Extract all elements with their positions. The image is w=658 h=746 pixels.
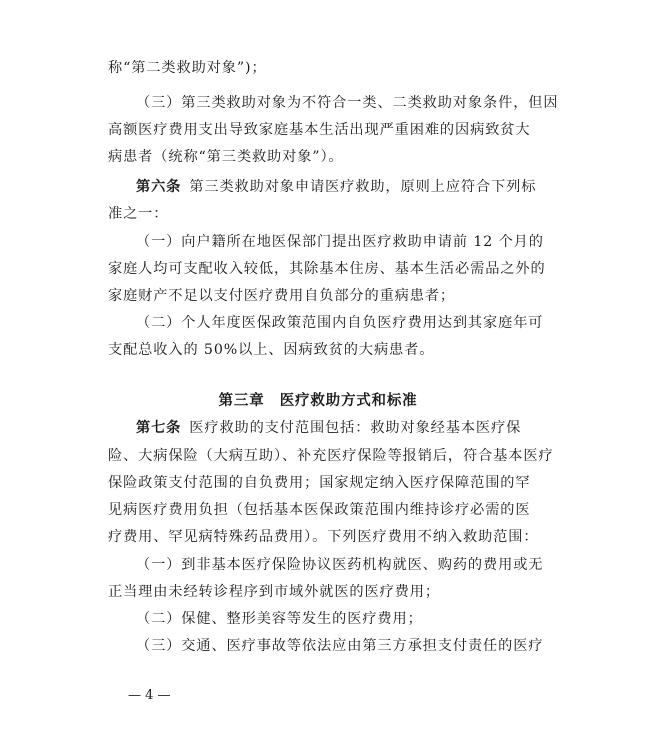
article-6-text: 第三类救助对象申请医疗救助，原则上应符合下列标 — [189, 179, 537, 195]
text-line: 险、大病保险（大病互助）、补充医疗保险等报销后，符合基本医疗 — [108, 448, 554, 464]
text-line: （一）到非基本医疗保险协议医药机构就医、购药的费用或无 — [136, 557, 544, 573]
text-line: 疗费用、罕见病特殊药品费用）。下列医疗费用不纳入救助范围： — [108, 529, 539, 545]
article-7-line — [136, 418, 556, 438]
text-line: 高额医疗费用支出导致家庭基本生活出现严重困难的因病致贫大 — [108, 122, 531, 138]
text-line: 支配总收入的 50%以上、因病致贫的大病患者。 — [108, 342, 435, 358]
article-7-text: 医疗救助的支付范围包括：救助对象经基本医疗保 — [189, 420, 522, 436]
text-line: （二）个人年度医保政策范围内自负医疗费用达到其家庭年可 — [136, 315, 544, 331]
text-line: 称“第二类救助对象”)； — [108, 60, 267, 76]
text-line: （三）交通、医疗事故等依法应由第三方承担支付责任的医疗 — [136, 638, 544, 654]
text-line: （三）第三类救助对象为不符合一类、二类救助对象条件，但因 — [136, 95, 559, 111]
text-line: 病患者（统称“第三类救助对象”）。 — [108, 149, 344, 165]
chapter-heading: 第三章 医疗救助方式和标准 — [218, 393, 418, 409]
article-6-label: 第六条 — [136, 179, 182, 195]
text-line: （二）保健、整形美容等发生的医疗费用； — [136, 611, 423, 627]
page-number: — 4 — — [128, 688, 171, 703]
text-line: 家庭财产不足以支付医疗费用自负部分的重病患者； — [108, 288, 456, 304]
article-7-label: 第七条 — [136, 420, 182, 436]
text-line: 家庭人均可支配收入较低，其除基本住房、基本生活必需品之外的 — [108, 261, 546, 277]
text-line: 保险政策支付范围的自负费用；国家规定纳入医疗保障范围的罕 — [108, 475, 531, 491]
article-6-line — [136, 177, 556, 197]
text-line: 准之一： — [108, 206, 169, 222]
text-line: （一）向户籍所在地医保部门提出医疗救助申请前 12 个月的 — [136, 234, 544, 250]
text-line: 正当理由未经转诊程序到市域外就医的医疗费用； — [108, 584, 440, 600]
text-line: 见病医疗费用负担（包括基本医保政策范围内维持诊疗必需的医 — [108, 502, 531, 518]
